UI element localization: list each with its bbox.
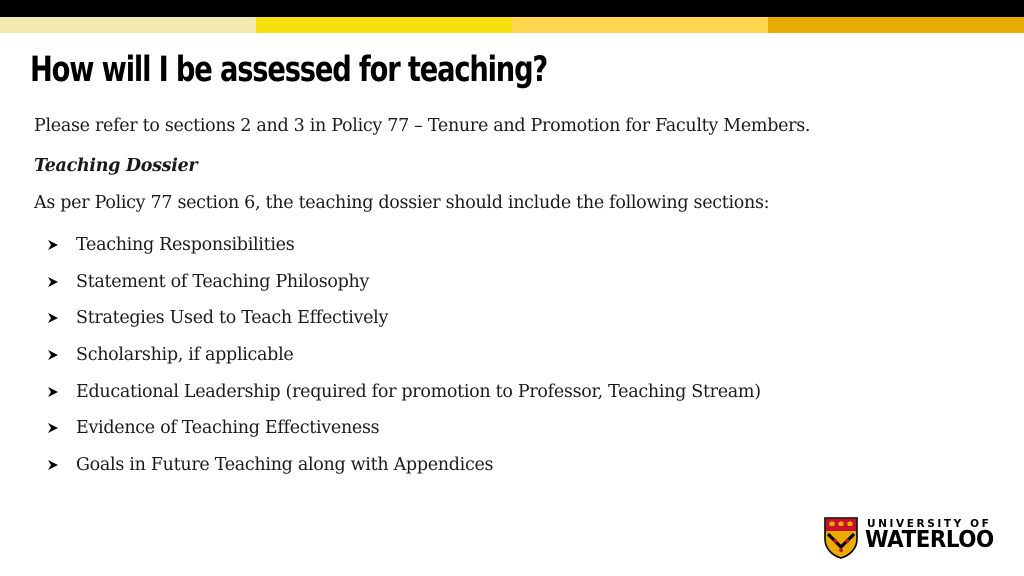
dossier-sections-list (48, 227, 761, 483)
intro-text: Please refer to sections 2 and 3 in Policy 77 – Tenure and Promotion for Faculty Members. (34, 116, 811, 136)
arrowhead-bullet-icon (48, 277, 58, 287)
list-item (48, 447, 761, 484)
stripe-1 (0, 17, 256, 33)
list-item-text: Strategies Used to Teach Effectively (76, 308, 389, 329)
university-logo (824, 515, 996, 561)
accent-stripes (0, 17, 1024, 33)
university-shield-icon (824, 517, 858, 559)
stripe-2 (256, 17, 512, 33)
stripe-3 (512, 17, 768, 33)
list-item-text: Educational Leadership (required for promotion to Professor, Teaching Stream) (76, 381, 761, 402)
list-item-text: Statement of Teaching Philosophy (76, 271, 370, 292)
list-item-text: Evidence of Teaching Effectiveness (76, 418, 380, 439)
subheading: Teaching Dossier (34, 156, 198, 176)
arrowhead-bullet-icon (48, 240, 58, 250)
logo-line-2: WATERLOO (865, 527, 994, 553)
list-item (48, 373, 761, 410)
list-item (48, 410, 761, 447)
list-item-text: Teaching Responsibilities (76, 235, 295, 256)
list-item-text: Scholarship, if applicable (76, 345, 294, 366)
logo-line-1: UNIVERSITY OF (867, 518, 992, 530)
arrowhead-bullet-icon (48, 313, 58, 323)
arrowhead-bullet-icon (48, 460, 58, 470)
top-bar (0, 0, 1024, 17)
slide-title: How will I be assessed for teaching? (30, 50, 548, 90)
arrowhead-bullet-icon (48, 387, 58, 397)
lead-text: As per Policy 77 section 6, the teaching dossier should include the following sections: (34, 193, 770, 213)
arrowhead-bullet-icon (48, 350, 58, 360)
arrowhead-bullet-icon (48, 423, 58, 433)
list-item (48, 300, 761, 337)
list-item-text: Goals in Future Teaching along with Appendices (76, 454, 494, 475)
list-item (48, 264, 761, 301)
stripe-4 (768, 17, 1024, 33)
list-item (48, 227, 761, 264)
list-item (48, 337, 761, 374)
